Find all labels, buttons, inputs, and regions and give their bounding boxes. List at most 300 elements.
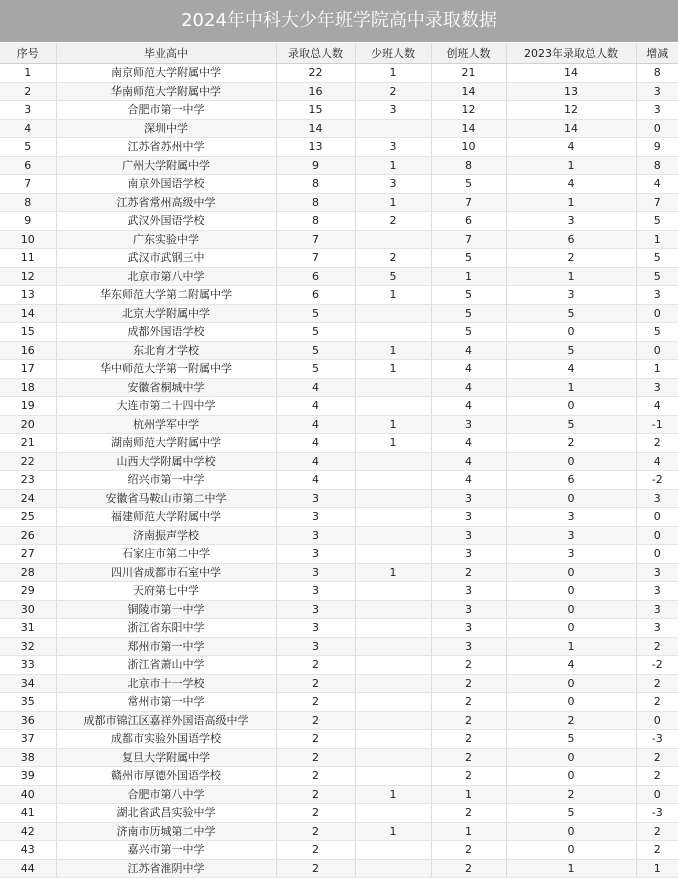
chuangban-cell: 3	[431, 637, 506, 656]
total-cell: 2	[276, 785, 355, 804]
change-cell: 5	[636, 267, 678, 286]
chuangban-cell: 2	[431, 730, 506, 749]
index-cell: 38	[0, 748, 56, 767]
table-row	[0, 508, 678, 527]
table-row	[0, 82, 678, 101]
change-cell: 2	[636, 767, 678, 786]
index-cell: 36	[0, 711, 56, 730]
total-2023-cell: 1	[506, 859, 636, 878]
index-cell: 6	[0, 156, 56, 175]
table-row	[0, 582, 678, 601]
school-cell: 成都市实验外国语学校	[56, 730, 276, 749]
index-cell: 17	[0, 360, 56, 379]
table-row	[0, 563, 678, 582]
total-2023-cell: 2	[506, 711, 636, 730]
chuangban-cell: 8	[431, 156, 506, 175]
shaoban-cell	[355, 600, 431, 619]
shaoban-cell: 5	[355, 267, 431, 286]
shaoban-cell	[355, 230, 431, 249]
school-cell: 石家庄市第二中学	[56, 545, 276, 564]
table-row	[0, 822, 678, 841]
change-cell: 3	[636, 600, 678, 619]
change-cell: 3	[636, 582, 678, 601]
total-cell: 5	[276, 323, 355, 342]
index-cell: 8	[0, 193, 56, 212]
change-cell: 3	[636, 286, 678, 305]
shaoban-cell	[355, 693, 431, 712]
change-cell: 3	[636, 563, 678, 582]
index-cell: 27	[0, 545, 56, 564]
chuangban-cell: 3	[431, 508, 506, 527]
change-cell: 0	[636, 304, 678, 323]
school-cell: 华中师范大学第一附属中学	[56, 360, 276, 379]
header-row	[0, 43, 678, 64]
school-cell: 合肥市第一中学	[56, 101, 276, 120]
change-cell: -3	[636, 730, 678, 749]
table-row	[0, 212, 678, 231]
change-cell: 0	[636, 545, 678, 564]
total-2023-cell: 3	[506, 212, 636, 231]
total-2023-cell: 0	[506, 600, 636, 619]
chuangban-cell: 4	[431, 434, 506, 453]
total-cell: 2	[276, 748, 355, 767]
table-row	[0, 526, 678, 545]
change-cell: 1	[636, 360, 678, 379]
change-cell: 4	[636, 175, 678, 194]
school-cell: 江苏省淮阴中学	[56, 859, 276, 878]
total-2023-cell: 1	[506, 193, 636, 212]
shaoban-cell	[355, 711, 431, 730]
total-cell: 2	[276, 674, 355, 693]
index-cell: 44	[0, 859, 56, 878]
shaoban-cell	[355, 489, 431, 508]
total-2023-cell: 0	[506, 397, 636, 416]
index-cell: 42	[0, 822, 56, 841]
shaoban-cell	[355, 397, 431, 416]
shaoban-cell	[355, 378, 431, 397]
shaoban-cell	[355, 748, 431, 767]
chuangban-cell: 2	[431, 656, 506, 675]
school-cell: 江苏省常州高级中学	[56, 193, 276, 212]
school-cell: 武汉外国语学校	[56, 212, 276, 231]
total-2023-cell: 5	[506, 341, 636, 360]
index-cell: 3	[0, 101, 56, 120]
school-cell: 山西大学附属中学校	[56, 452, 276, 471]
chuangban-cell: 4	[431, 397, 506, 416]
table-row	[0, 804, 678, 823]
total-cell: 2	[276, 711, 355, 730]
table-row	[0, 249, 678, 268]
change-cell: 5	[636, 249, 678, 268]
index-cell: 35	[0, 693, 56, 712]
total-2023-cell: 4	[506, 360, 636, 379]
total-2023-cell: 13	[506, 82, 636, 101]
total-2023-cell: 6	[506, 471, 636, 490]
index-cell: 37	[0, 730, 56, 749]
change-cell: 0	[636, 711, 678, 730]
school-cell: 南京师范大学附属中学	[56, 64, 276, 83]
table-row	[0, 323, 678, 342]
shaoban-cell	[355, 545, 431, 564]
change-cell: 3	[636, 619, 678, 638]
school-cell: 天府第七中学	[56, 582, 276, 601]
total-2023-cell: 4	[506, 656, 636, 675]
total-2023-cell: 0	[506, 693, 636, 712]
total-cell: 4	[276, 434, 355, 453]
chuangban-cell: 7	[431, 230, 506, 249]
index-cell: 4	[0, 119, 56, 138]
chuangban-cell: 2	[431, 748, 506, 767]
shaoban-cell	[355, 452, 431, 471]
chuangban-cell: 2	[431, 674, 506, 693]
total-2023-cell: 6	[506, 230, 636, 249]
table-row	[0, 711, 678, 730]
total-cell: 2	[276, 804, 355, 823]
table-row	[0, 64, 678, 83]
index-cell: 13	[0, 286, 56, 305]
shaoban-cell: 2	[355, 82, 431, 101]
total-2023-cell: 0	[506, 822, 636, 841]
index-cell: 10	[0, 230, 56, 249]
school-cell: 广东实验中学	[56, 230, 276, 249]
table-row	[0, 656, 678, 675]
table-row	[0, 156, 678, 175]
table-row	[0, 489, 678, 508]
school-cell: 嘉兴市第一中学	[56, 841, 276, 860]
total-2023-cell: 5	[506, 304, 636, 323]
total-2023-cell: 1	[506, 637, 636, 656]
index-cell: 28	[0, 563, 56, 582]
chuangban-cell: 10	[431, 138, 506, 157]
total-2023-cell: 1	[506, 378, 636, 397]
table-row	[0, 193, 678, 212]
table-row	[0, 230, 678, 249]
total-cell: 2	[276, 767, 355, 786]
index-cell: 18	[0, 378, 56, 397]
shaoban-cell: 1	[355, 563, 431, 582]
index-cell: 24	[0, 489, 56, 508]
shaoban-cell: 1	[355, 822, 431, 841]
index-cell: 25	[0, 508, 56, 527]
table-row	[0, 138, 678, 157]
chuangban-cell: 12	[431, 101, 506, 120]
change-cell: 3	[636, 82, 678, 101]
chuangban-cell: 7	[431, 193, 506, 212]
total-cell: 7	[276, 249, 355, 268]
school-cell: 福建师范大学附属中学	[56, 508, 276, 527]
chuangban-cell: 4	[431, 360, 506, 379]
admission-table	[0, 43, 678, 878]
index-cell: 7	[0, 175, 56, 194]
table-row	[0, 767, 678, 786]
total-cell: 3	[276, 582, 355, 601]
school-cell: 郑州市第一中学	[56, 637, 276, 656]
index-cell: 14	[0, 304, 56, 323]
chuangban-cell: 2	[431, 563, 506, 582]
shaoban-cell: 1	[355, 434, 431, 453]
column-header-index: 序号	[0, 43, 56, 64]
total-2023-cell: 3	[506, 526, 636, 545]
change-cell: 8	[636, 64, 678, 83]
total-cell: 3	[276, 545, 355, 564]
change-cell: 4	[636, 452, 678, 471]
school-cell: 大连市第二十四中学	[56, 397, 276, 416]
total-2023-cell: 4	[506, 138, 636, 157]
chuangban-cell: 4	[431, 341, 506, 360]
index-cell: 16	[0, 341, 56, 360]
chuangban-cell: 3	[431, 526, 506, 545]
shaoban-cell	[355, 730, 431, 749]
total-2023-cell: 0	[506, 582, 636, 601]
shaoban-cell: 1	[355, 286, 431, 305]
table-row	[0, 693, 678, 712]
total-2023-cell: 3	[506, 508, 636, 527]
total-cell: 3	[276, 489, 355, 508]
index-cell: 32	[0, 637, 56, 656]
change-cell: 3	[636, 101, 678, 120]
shaoban-cell	[355, 526, 431, 545]
chuangban-cell: 5	[431, 175, 506, 194]
table-row	[0, 637, 678, 656]
table-row	[0, 360, 678, 379]
column-header-change: 增减	[636, 43, 678, 64]
school-cell: 合肥市第八中学	[56, 785, 276, 804]
school-cell: 华东师范大学第二附属中学	[56, 286, 276, 305]
change-cell: 0	[636, 341, 678, 360]
change-cell: 3	[636, 489, 678, 508]
total-cell: 7	[276, 230, 355, 249]
table-row	[0, 619, 678, 638]
chuangban-cell: 2	[431, 804, 506, 823]
total-cell: 15	[276, 101, 355, 120]
total-2023-cell: 1	[506, 156, 636, 175]
table-row	[0, 730, 678, 749]
chuangban-cell: 4	[431, 471, 506, 490]
index-cell: 21	[0, 434, 56, 453]
school-cell: 湖南师范大学附属中学	[56, 434, 276, 453]
index-cell: 15	[0, 323, 56, 342]
chuangban-cell: 2	[431, 711, 506, 730]
change-cell: 0	[636, 508, 678, 527]
index-cell: 31	[0, 619, 56, 638]
total-cell: 5	[276, 304, 355, 323]
school-cell: 绍兴市第一中学	[56, 471, 276, 490]
total-cell: 3	[276, 526, 355, 545]
index-cell: 29	[0, 582, 56, 601]
change-cell: 0	[636, 526, 678, 545]
index-cell: 43	[0, 841, 56, 860]
column-header-shaoban: 少班人数	[355, 43, 431, 64]
index-cell: 26	[0, 526, 56, 545]
table-row	[0, 545, 678, 564]
school-cell: 深圳中学	[56, 119, 276, 138]
school-cell: 浙江省东阳中学	[56, 619, 276, 638]
shaoban-cell	[355, 859, 431, 878]
school-cell: 杭州学军中学	[56, 415, 276, 434]
shaoban-cell	[355, 323, 431, 342]
total-cell: 3	[276, 508, 355, 527]
change-cell: 0	[636, 119, 678, 138]
school-cell: 安徽省马鞍山市第二中学	[56, 489, 276, 508]
shaoban-cell: 1	[355, 341, 431, 360]
change-cell: 5	[636, 212, 678, 231]
chuangban-cell: 3	[431, 415, 506, 434]
table-row	[0, 175, 678, 194]
school-cell: 成都外国语学校	[56, 323, 276, 342]
column-header-total-2023: 2023年录取总人数	[506, 43, 636, 64]
school-cell: 浙江省萧山中学	[56, 656, 276, 675]
change-cell: -3	[636, 804, 678, 823]
total-cell: 2	[276, 730, 355, 749]
school-cell: 赣州市厚德外国语学校	[56, 767, 276, 786]
change-cell: 0	[636, 785, 678, 804]
shaoban-cell	[355, 582, 431, 601]
total-cell: 8	[276, 193, 355, 212]
total-cell: 5	[276, 341, 355, 360]
shaoban-cell	[355, 637, 431, 656]
table-row	[0, 452, 678, 471]
total-cell: 6	[276, 286, 355, 305]
chuangban-cell: 1	[431, 822, 506, 841]
table-row	[0, 415, 678, 434]
total-cell: 4	[276, 378, 355, 397]
shaoban-cell	[355, 119, 431, 138]
table-row	[0, 785, 678, 804]
total-2023-cell: 1	[506, 267, 636, 286]
total-cell: 2	[276, 693, 355, 712]
change-cell: 2	[636, 434, 678, 453]
table-row	[0, 674, 678, 693]
shaoban-cell	[355, 471, 431, 490]
table-body	[0, 64, 678, 878]
shaoban-cell: 3	[355, 138, 431, 157]
total-2023-cell: 5	[506, 730, 636, 749]
index-cell: 22	[0, 452, 56, 471]
total-2023-cell: 0	[506, 619, 636, 638]
school-cell: 东北育才学校	[56, 341, 276, 360]
total-2023-cell: 0	[506, 841, 636, 860]
change-cell: -1	[636, 415, 678, 434]
change-cell: 2	[636, 637, 678, 656]
table-row	[0, 434, 678, 453]
table-row	[0, 304, 678, 323]
chuangban-cell: 6	[431, 212, 506, 231]
change-cell: 2	[636, 748, 678, 767]
table-row	[0, 267, 678, 286]
school-cell: 北京大学附属中学	[56, 304, 276, 323]
school-cell: 江苏省苏州中学	[56, 138, 276, 157]
shaoban-cell: 3	[355, 175, 431, 194]
school-cell: 北京市十一学校	[56, 674, 276, 693]
table-row	[0, 600, 678, 619]
change-cell: 1	[636, 859, 678, 878]
table-row	[0, 859, 678, 878]
shaoban-cell: 2	[355, 212, 431, 231]
change-cell: 2	[636, 693, 678, 712]
total-cell: 14	[276, 119, 355, 138]
total-cell: 8	[276, 175, 355, 194]
shaoban-cell	[355, 304, 431, 323]
change-cell: 4	[636, 397, 678, 416]
total-2023-cell: 0	[506, 489, 636, 508]
school-cell: 济南振声学校	[56, 526, 276, 545]
change-cell: -2	[636, 656, 678, 675]
total-2023-cell: 14	[506, 119, 636, 138]
total-cell: 4	[276, 415, 355, 434]
total-2023-cell: 5	[506, 415, 636, 434]
school-cell: 常州市第一中学	[56, 693, 276, 712]
total-2023-cell: 2	[506, 249, 636, 268]
chuangban-cell: 14	[431, 82, 506, 101]
index-cell: 30	[0, 600, 56, 619]
total-cell: 3	[276, 563, 355, 582]
total-cell: 4	[276, 397, 355, 416]
school-cell: 武汉市武钢三中	[56, 249, 276, 268]
chuangban-cell: 3	[431, 582, 506, 601]
shaoban-cell	[355, 841, 431, 860]
table-row	[0, 341, 678, 360]
total-2023-cell: 0	[506, 767, 636, 786]
total-cell: 13	[276, 138, 355, 157]
index-cell: 9	[0, 212, 56, 231]
index-cell: 23	[0, 471, 56, 490]
total-cell: 9	[276, 156, 355, 175]
column-header-total: 录取总人数	[276, 43, 355, 64]
table-row	[0, 119, 678, 138]
school-cell: 成都市锦江区嘉祥外国语高级中学	[56, 711, 276, 730]
index-cell: 34	[0, 674, 56, 693]
table-row	[0, 471, 678, 490]
chuangban-cell: 4	[431, 378, 506, 397]
school-cell: 济南市历城第二中学	[56, 822, 276, 841]
shaoban-cell	[355, 804, 431, 823]
table-row	[0, 841, 678, 860]
total-cell: 3	[276, 637, 355, 656]
index-cell: 39	[0, 767, 56, 786]
shaoban-cell: 1	[355, 415, 431, 434]
table-row	[0, 286, 678, 305]
change-cell: 9	[636, 138, 678, 157]
total-cell: 6	[276, 267, 355, 286]
total-cell: 4	[276, 471, 355, 490]
change-cell: 1	[636, 230, 678, 249]
chuangban-cell: 3	[431, 489, 506, 508]
school-cell: 北京市第八中学	[56, 267, 276, 286]
school-cell: 湖北省武昌实验中学	[56, 804, 276, 823]
change-cell: 2	[636, 674, 678, 693]
chuangban-cell: 14	[431, 119, 506, 138]
shaoban-cell: 2	[355, 249, 431, 268]
total-cell: 8	[276, 212, 355, 231]
total-2023-cell: 12	[506, 101, 636, 120]
total-cell: 4	[276, 452, 355, 471]
chuangban-cell: 21	[431, 64, 506, 83]
chuangban-cell: 4	[431, 452, 506, 471]
index-cell: 5	[0, 138, 56, 157]
chuangban-cell: 3	[431, 619, 506, 638]
total-2023-cell: 5	[506, 804, 636, 823]
shaoban-cell: 1	[355, 360, 431, 379]
total-cell: 2	[276, 656, 355, 675]
change-cell: 8	[636, 156, 678, 175]
index-cell: 19	[0, 397, 56, 416]
chuangban-cell: 1	[431, 785, 506, 804]
total-cell: 2	[276, 822, 355, 841]
school-cell: 南京外国语学校	[56, 175, 276, 194]
total-cell: 5	[276, 360, 355, 379]
school-cell: 铜陵市第一中学	[56, 600, 276, 619]
total-2023-cell: 2	[506, 785, 636, 804]
